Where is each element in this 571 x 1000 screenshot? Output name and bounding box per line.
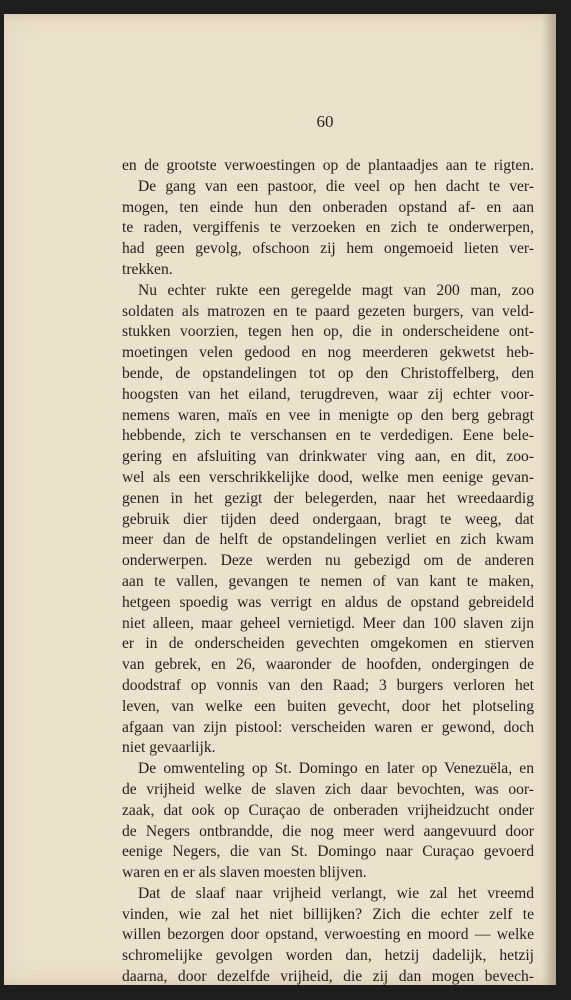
text-line: genen in het gezigt der belegerden, naar het wreedaardig (122, 489, 534, 507)
text-line: zaak, dat ook op Curaçao de onberaden vrijheidzucht onder (122, 801, 534, 819)
page-edge-shadow (542, 14, 556, 985)
text-line: stukken voorzien, tegen hen op, die in onderscheidene ont- (122, 323, 534, 341)
text-line: de vrijheid welke de slaven zich daar bevochten, was oor- (122, 780, 534, 798)
text-line: hoogsten van het eiland, terugdreven, waar zij echter voor- (122, 385, 534, 403)
text-line: eenige Negers, die van St. Domingo naar Curaçao gevoerd (122, 843, 534, 861)
text-line: er in de onderscheiden gevechten omgekomen en stierven (122, 635, 534, 653)
body-text (122, 156, 534, 988)
text-line: mogen, ten einde hun den onberaden opstand af- en aan (122, 198, 534, 216)
page-number: 60 (316, 112, 334, 131)
text-line: de Negers ontbrandde, die nog meer werd aangevuurd door (122, 822, 534, 840)
text-line: De gang van een pastoor, die veel op hen dacht te ver- (138, 177, 534, 195)
text-line: van gebrek, en 26, waaronder de hoofden, ondergingen de (122, 656, 534, 674)
text-line: hetgeen spoedig was verrigt en aldus de opstand gebreideld (122, 593, 534, 611)
text-line: soldaten als matrozen en te paard gezeten burgers, van veld- (122, 302, 534, 320)
text-line: meer dan de helft de opstandelingen verliet en zich kwam (122, 531, 534, 549)
text-line: leven, van welke een buiten gevecht, door het plotseling (122, 697, 534, 715)
text-line: waren en er als slaven moesten blijven. (122, 864, 367, 882)
text-line: aan te vallen, gevangen te nemen of van kant te maken, (122, 572, 534, 590)
book-page (4, 14, 556, 985)
text-line: bende, de opstandelingen tot op den Christoffelberg, den (122, 364, 534, 382)
text-line: niet gevaarlijk. (122, 739, 216, 757)
text-line: onderwerpen. Deze werden nu gebezigd om de anderen (122, 552, 534, 570)
text-line: gebruik dier tijden deed ondergaan, bragt te weeg, dat (122, 510, 534, 528)
text-line: doodstraf op vonnis van den Raad; 3 burgers verloren het (122, 676, 534, 694)
text-line: trekken. (122, 260, 173, 278)
text-line: niet alleen, maar geheel vernietigd. Meer dan 100 slaven zijn (122, 614, 534, 632)
text-line: Nu echter rukte een geregelde magt van 200 man, zoo (138, 281, 534, 299)
text-line: wel als een verschrikkelijke dood, welke men eenige gevan- (122, 468, 534, 486)
text-line: willen bezorgen door opstand, verwoesting en moord — welke (122, 926, 534, 944)
text-line: Dat de slaaf naar vrijheid verlangt, wie zal het vreemd (138, 884, 534, 902)
text-line: vinden, wie zal het niet billijken? Zich die echter zelf te (122, 905, 534, 923)
text-line: hebbende, zich te verschansen en te verdedigen. Eene bele- (122, 427, 534, 445)
text-line: moetingen velen gedood en nog meerderen gekwetst heb- (122, 344, 534, 362)
text-line: De omwenteling op St. Domingo en later op Venezuëla, en (138, 760, 534, 778)
text-line: had geen gevolg, ofschoon zij hem ongemoeid lieten ver- (122, 240, 534, 258)
text-line: daarna, door dezelfde vrijheid, die zij dan mogen bevech- (122, 968, 534, 986)
text-line: en de grootste verwoestingen op de plantaadjes aan te rigten. (122, 157, 534, 174)
text-line: te raden, vergiffenis te verzoeken en zich te onderwerpen, (122, 219, 534, 237)
text-line: nemens waren, maïs en vee in menigte op den berg gebragt (122, 406, 534, 424)
text-line: afgaan van zijn pistool: verscheiden waren er gewond, doch (122, 718, 534, 736)
text-line: schromelijke gevolgen worden dan, hetzij dadelijk, hetzij (122, 947, 534, 965)
text-line: gering en afsluiting van drinkwater ving aan, en dit, zoo- (122, 448, 534, 466)
